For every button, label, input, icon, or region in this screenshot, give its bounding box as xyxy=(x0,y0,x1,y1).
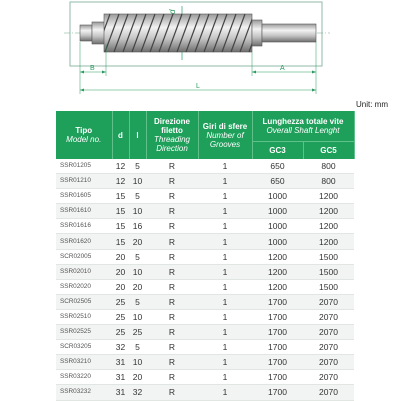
cell-l: 10 xyxy=(129,355,146,370)
header-d: d xyxy=(112,111,129,159)
unit-note: Unit: mm xyxy=(356,100,388,109)
cell-grooves: 1 xyxy=(198,325,252,340)
header-length xyxy=(252,111,354,142)
header-l: l xyxy=(129,111,146,159)
cell-grooves: 1 xyxy=(198,234,252,249)
cell-gc3: 1200 xyxy=(252,249,303,264)
cell-d: 15 xyxy=(112,189,129,204)
table-row xyxy=(56,174,354,189)
cell-gc5: 800 xyxy=(303,159,354,174)
cell-dir: R xyxy=(146,309,198,324)
cell-dir: R xyxy=(146,219,198,234)
cell-gc5: 800 xyxy=(303,174,354,189)
cell-gc5: 2070 xyxy=(303,325,354,340)
cell-grooves: 1 xyxy=(198,309,252,324)
cell-d: 15 xyxy=(112,204,129,219)
cell-model: SSR01610 xyxy=(56,204,112,219)
cell-l: 10 xyxy=(129,264,146,279)
cell-grooves: 1 xyxy=(198,174,252,189)
cell-model: SSR01620 xyxy=(56,234,112,249)
cell-grooves: 1 xyxy=(198,294,252,309)
cell-gc3: 1000 xyxy=(252,189,303,204)
table-row xyxy=(56,309,354,324)
cell-l: 32 xyxy=(129,385,146,400)
cell-model: SSR01210 xyxy=(56,174,112,189)
cell-grooves: 1 xyxy=(198,385,252,400)
cell-model: SSR02010 xyxy=(56,264,112,279)
cell-gc3: 1000 xyxy=(252,219,303,234)
cell-dir: R xyxy=(146,174,198,189)
cell-grooves: 1 xyxy=(198,204,252,219)
cell-d: 15 xyxy=(112,234,129,249)
cell-dir: R xyxy=(146,340,198,355)
cell-gc3: 1700 xyxy=(252,309,303,324)
cell-d: 12 xyxy=(112,174,129,189)
cell-model: SSR01616 xyxy=(56,219,112,234)
cell-d: 32 xyxy=(112,340,129,355)
cell-gc5: 2070 xyxy=(303,370,354,385)
cell-grooves: 1 xyxy=(198,249,252,264)
cell-gc3: 1700 xyxy=(252,385,303,400)
cell-dir: R xyxy=(146,355,198,370)
cell-gc5: 1200 xyxy=(303,204,354,219)
cell-model: SSR02020 xyxy=(56,279,112,294)
cell-l: 5 xyxy=(129,340,146,355)
header-grooves-en: Number of Grooves xyxy=(206,130,244,149)
cell-l: 5 xyxy=(129,189,146,204)
cell-dir: R xyxy=(146,370,198,385)
cell-d: 31 xyxy=(112,370,129,385)
cell-grooves: 1 xyxy=(198,355,252,370)
cell-model: SSR01205 xyxy=(56,159,112,174)
cell-grooves: 1 xyxy=(198,219,252,234)
cell-gc5: 1500 xyxy=(303,264,354,279)
cell-gc5: 1200 xyxy=(303,189,354,204)
cell-l: 5 xyxy=(129,249,146,264)
table-row xyxy=(56,189,354,204)
header-direction-en: Threading Direction xyxy=(153,135,191,153)
header-model-it: Tipo xyxy=(75,126,93,135)
cell-grooves: 1 xyxy=(198,159,252,174)
cell-gc3: 650 xyxy=(252,159,303,174)
cell-gc3: 1000 xyxy=(252,204,303,219)
table-row xyxy=(56,370,354,385)
cell-gc5: 2070 xyxy=(303,294,354,309)
table-row xyxy=(56,355,354,370)
table-row xyxy=(56,325,354,340)
cell-gc3: 1700 xyxy=(252,325,303,340)
cell-gc5: 2070 xyxy=(303,309,354,324)
table-row xyxy=(56,294,354,309)
cell-gc3: 1700 xyxy=(252,370,303,385)
cell-d: 20 xyxy=(112,264,129,279)
header-direction-it: Direzione filetto xyxy=(153,117,190,135)
header-model-en: Model no. xyxy=(66,135,102,144)
cell-grooves: 1 xyxy=(198,340,252,355)
cell-model: SCR02005 xyxy=(56,249,112,264)
cell-gc3: 1700 xyxy=(252,355,303,370)
cell-dir: R xyxy=(146,279,198,294)
cell-grooves: 1 xyxy=(198,279,252,294)
dim-label-a: A xyxy=(280,65,285,72)
cell-dir: R xyxy=(146,189,198,204)
cell-gc5: 2070 xyxy=(303,355,354,370)
header-length-it: Lunghezza totale vite xyxy=(262,117,344,126)
dim-label-l: L xyxy=(196,83,200,90)
cell-l: 20 xyxy=(129,234,146,249)
cell-model: SCR03205 xyxy=(56,340,112,355)
right-journal xyxy=(262,24,316,42)
dim-label-b: B xyxy=(90,65,95,72)
cell-d: 12 xyxy=(112,159,129,174)
cell-dir: R xyxy=(146,294,198,309)
cell-l: 10 xyxy=(129,174,146,189)
header-length-en: Overall Shaft Lenght xyxy=(266,126,340,135)
header-grooves-it: Giri di sfere xyxy=(202,121,248,131)
specs-table xyxy=(56,111,355,401)
cell-dir: R xyxy=(146,385,198,400)
cell-d: 25 xyxy=(112,309,129,324)
cell-gc5: 2070 xyxy=(303,385,354,400)
cell-gc5: 2070 xyxy=(303,340,354,355)
cell-gc3: 1000 xyxy=(252,234,303,249)
cell-l: 20 xyxy=(129,279,146,294)
dim-label-d: d xyxy=(168,9,177,14)
table-row xyxy=(56,340,354,355)
cell-l: 10 xyxy=(129,204,146,219)
cell-model: SSR02525 xyxy=(56,325,112,340)
cell-l: 16 xyxy=(129,219,146,234)
cell-dir: R xyxy=(146,325,198,340)
table-row xyxy=(56,385,354,400)
left-journal xyxy=(80,25,92,41)
right-shoulder xyxy=(252,20,262,46)
cell-dir: R xyxy=(146,249,198,264)
cell-d: 31 xyxy=(112,355,129,370)
cell-grooves: 1 xyxy=(198,264,252,279)
table-row xyxy=(56,249,354,264)
cell-d: 25 xyxy=(112,325,129,340)
cell-model: SSR03220 xyxy=(56,370,112,385)
cell-dir: R xyxy=(146,159,198,174)
cell-gc3: 650 xyxy=(252,174,303,189)
table-row xyxy=(56,264,354,279)
cell-model: SSR01605 xyxy=(56,189,112,204)
header-grooves xyxy=(198,111,252,159)
cell-grooves: 1 xyxy=(198,370,252,385)
cell-dir: R xyxy=(146,234,198,249)
header-model xyxy=(56,111,112,159)
cell-gc3: 1200 xyxy=(252,279,303,294)
cell-gc5: 1500 xyxy=(303,249,354,264)
cell-l: 5 xyxy=(129,159,146,174)
cell-model: SSR03210 xyxy=(56,355,112,370)
table-row xyxy=(56,279,354,294)
cell-gc5: 1200 xyxy=(303,234,354,249)
cell-l: 20 xyxy=(129,370,146,385)
cell-grooves: 1 xyxy=(198,189,252,204)
cell-dir: R xyxy=(146,264,198,279)
cell-l: 10 xyxy=(129,309,146,324)
cell-l: 5 xyxy=(129,294,146,309)
table-row xyxy=(56,234,354,249)
cell-d: 31 xyxy=(112,385,129,400)
header-gc5: GC5 xyxy=(303,142,354,160)
table-row xyxy=(56,219,354,234)
table-row xyxy=(56,159,354,174)
cell-gc3: 1700 xyxy=(252,294,303,309)
cell-l: 25 xyxy=(129,325,146,340)
cell-d: 20 xyxy=(112,249,129,264)
ball-screw-shaft-drawing xyxy=(0,0,400,98)
cell-d: 25 xyxy=(112,294,129,309)
header-gc3: GC3 xyxy=(252,142,303,160)
table-row xyxy=(56,204,354,219)
cell-gc3: 1200 xyxy=(252,264,303,279)
cell-dir: R xyxy=(146,204,198,219)
cell-model: SSR03232 xyxy=(56,385,112,400)
cell-model: SSR02510 xyxy=(56,309,112,324)
cell-gc5: 1500 xyxy=(303,279,354,294)
cell-d: 15 xyxy=(112,219,129,234)
cell-gc3: 1700 xyxy=(252,340,303,355)
header-direction xyxy=(146,111,198,159)
cell-model: SCR02505 xyxy=(56,294,112,309)
table-body xyxy=(56,159,354,400)
cell-gc5: 1200 xyxy=(303,219,354,234)
cell-d: 20 xyxy=(112,279,129,294)
